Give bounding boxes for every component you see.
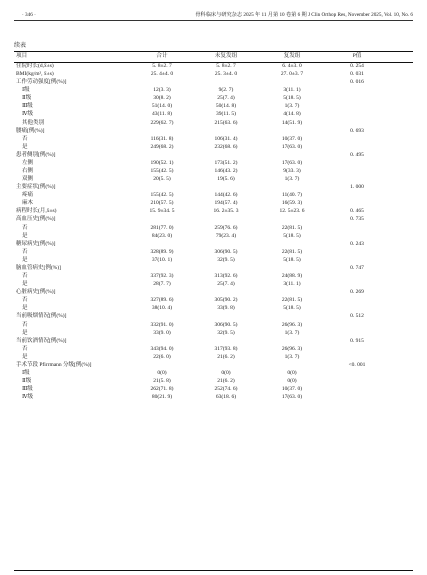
cell-recurrence: 12. 5±23. 6	[279, 208, 305, 215]
cell-nonrecurrence: 0(0)	[221, 369, 231, 376]
cell-p-value: 0. 915	[350, 337, 364, 344]
row-label: 心脏病史[例(%)]	[16, 289, 56, 296]
table-row	[14, 248, 413, 256]
cell-total: 25. 4±4. 0	[150, 71, 174, 78]
cell-recurrence: 17(63. 0)	[281, 159, 303, 166]
cell-nonrecurrence: 146(43. 2)	[214, 168, 238, 175]
row-label: 糖尿病史[例(%)]	[16, 240, 56, 247]
cell-total: 28(7. 7)	[153, 281, 171, 288]
table-row	[14, 86, 413, 94]
row-label: 高血压史[例(%)]	[16, 216, 56, 223]
cell-total: 281(77. 0)	[150, 224, 174, 231]
cell-recurrence: 16(59. 3)	[281, 200, 303, 207]
cell-total: 190(52. 1)	[150, 159, 174, 166]
table-row	[14, 312, 413, 320]
cell-nonrecurrence: 313(92. 6)	[214, 273, 238, 280]
cell-total: 210(57. 5)	[150, 200, 174, 207]
cell-p-value: 0. 735	[350, 216, 364, 223]
row-label: 住院时长(d,x̄±s)	[16, 63, 54, 69]
cell-total: 328(89. 9)	[150, 248, 174, 255]
cell-nonrecurrence: 33(9. 8)	[217, 305, 235, 312]
table-row	[14, 369, 413, 377]
row-label: Ⅱ级	[22, 95, 32, 102]
table-row	[14, 264, 413, 272]
cell-p-value: 0. 243	[350, 240, 364, 247]
cell-nonrecurrence: 259(76. 6)	[214, 224, 238, 231]
table-row	[14, 304, 413, 312]
cell-nonrecurrence: 306(90. 5)	[214, 321, 238, 328]
row-label: 病程时长(月,x̄±s)	[16, 208, 57, 215]
cell-recurrence: 5(18. 5)	[283, 305, 301, 312]
cell-total: 155(42. 5)	[150, 168, 174, 175]
cell-recurrence: 1(3. 7)	[284, 176, 300, 183]
cell-nonrecurrence: 50(14. 8)	[215, 103, 237, 110]
row-label: Ⅰ级	[22, 87, 30, 94]
row-label: 腰痛[例(%)]	[16, 127, 45, 134]
cell-nonrecurrence: 25(7. 4)	[217, 95, 235, 102]
cell-nonrecurrence: 215(63. 6)	[214, 119, 238, 126]
cell-nonrecurrence: 25(7. 4)	[217, 281, 235, 288]
cell-recurrence: 1(3. 7)	[284, 103, 300, 110]
cell-nonrecurrence: 25. 3±4. 0	[214, 71, 238, 78]
cell-total: 0(0)	[157, 369, 167, 376]
column-header-nonrecurrence: 未复发组	[214, 53, 238, 59]
table-row	[14, 224, 413, 232]
cell-total: 20(5. 5)	[153, 176, 171, 183]
journal-running-head: 骨科临床与研究杂志 2025 年 11 月第 10 卷第 6 期 J Clin Orthop Res, November 2025, Vol. 10, No. 6	[195, 12, 413, 18]
cell-nonrecurrence: 305(90. 2)	[214, 297, 238, 304]
cell-total: 327(89. 6)	[150, 297, 174, 304]
row-label: 是	[22, 329, 28, 336]
cell-nonrecurrence: 232(68. 6)	[214, 143, 238, 150]
row-label: 否	[22, 248, 28, 255]
cell-nonrecurrence: 306(90. 5)	[214, 248, 238, 255]
table-row	[14, 110, 413, 118]
cell-total: 37(10. 1)	[151, 256, 173, 263]
cell-p-value: 0. 465	[350, 208, 364, 215]
table-row	[14, 377, 413, 385]
cell-recurrence: 27. 0±3. 7	[280, 71, 304, 78]
cell-recurrence: 10(37. 0)	[281, 135, 303, 142]
cell-recurrence: 5(18. 5)	[283, 256, 301, 263]
table-row	[14, 345, 413, 353]
cell-p-value: 1. 000	[350, 184, 364, 191]
table-row	[14, 119, 413, 127]
cell-nonrecurrence: 9(2. 7)	[218, 87, 234, 94]
column-header-total: 合计	[156, 53, 168, 59]
cell-recurrence: 1(3. 7)	[284, 329, 300, 336]
cell-recurrence: 17(63. 0)	[281, 143, 303, 150]
table-row	[14, 288, 413, 296]
row-label: 是	[22, 281, 28, 288]
cell-nonrecurrence: 32(9. 5)	[217, 256, 235, 263]
row-label: 左侧	[22, 159, 34, 166]
cell-total: 15. 9±34. 5	[149, 208, 175, 215]
cell-nonrecurrence: 19(5. 6)	[217, 176, 235, 183]
cell-total: 33(9. 0)	[153, 329, 171, 336]
cell-nonrecurrence: 317(93. 8)	[214, 345, 238, 352]
row-label: 否	[22, 345, 28, 352]
cell-total: 262(71. 8)	[150, 386, 174, 393]
cell-recurrence: 22(81. 5)	[281, 224, 303, 231]
cell-nonrecurrence: 194(57. 4)	[214, 200, 238, 207]
table-row	[14, 337, 413, 345]
cell-total: 30(8. 2)	[153, 95, 171, 102]
table-row	[14, 70, 413, 78]
cell-total: 116(31. 8)	[150, 135, 174, 142]
table-row	[14, 167, 413, 175]
cell-p-value: 0. 512	[350, 313, 364, 320]
table-row	[14, 361, 413, 369]
table-row	[14, 280, 413, 288]
cell-nonrecurrence: 21(6. 2)	[217, 353, 235, 360]
cell-p-value: 0. 016	[350, 79, 364, 86]
cell-p-value: 0. 269	[350, 289, 364, 296]
row-label: 当前饮酒情况[例(%)]	[16, 337, 67, 344]
row-label: 手术节段 Pfirrmann 分级[例(%)]	[16, 361, 92, 368]
row-label: 脑血管病史[例(%)]	[16, 264, 61, 271]
row-label: 是	[22, 353, 28, 360]
row-label: 患者侧别[例(%)]	[16, 151, 56, 158]
row-label: 是	[22, 305, 28, 312]
row-label: 疼痛	[22, 192, 34, 199]
cell-total: 343(94. 0)	[150, 345, 174, 352]
page-header	[14, 10, 413, 20]
cell-nonrecurrence: 106(31. 4)	[214, 135, 238, 142]
table-row	[14, 353, 413, 361]
cell-nonrecurrence: 5. 8±2. 7	[216, 63, 236, 69]
cell-nonrecurrence: 21(6. 2)	[217, 378, 235, 385]
row-label: 双侧	[22, 176, 34, 183]
table-row	[14, 256, 413, 264]
row-label: 否	[22, 273, 28, 280]
column-header-recurrence: 复发组	[283, 53, 301, 59]
cell-total: 38(10. 4)	[151, 305, 173, 312]
cell-recurrence: 5(18. 5)	[283, 95, 301, 102]
table-row	[14, 215, 413, 223]
column-header-item: 项目	[16, 53, 28, 59]
row-label: 否	[22, 297, 28, 304]
row-label: 工作劳动强度[例(%)]	[16, 79, 67, 86]
table-row	[14, 232, 413, 240]
cell-total: 80(21. 9)	[151, 394, 173, 401]
cell-recurrence: 5(18. 5)	[283, 232, 301, 239]
page-number: · 346 ·	[22, 12, 36, 18]
row-label: Ⅱ级	[22, 378, 32, 385]
table-header-row	[14, 52, 413, 61]
table-row	[14, 143, 413, 151]
table-row	[14, 329, 413, 337]
cell-nonrecurrence: 79(23. 4)	[215, 232, 237, 239]
cell-total: 5. 8±2. 7	[152, 63, 172, 69]
table-row	[14, 78, 413, 86]
table-row	[14, 321, 413, 329]
cell-total: 249(68. 2)	[150, 143, 174, 150]
table-row	[14, 135, 413, 143]
table-row	[14, 62, 413, 70]
table-row	[14, 393, 413, 401]
cell-recurrence: 11(40. 7)	[282, 192, 302, 199]
cell-total: 84(23. 0)	[151, 232, 173, 239]
table-body	[14, 62, 413, 401]
row-label: 主要症状[例(%)]	[16, 184, 56, 191]
row-label: Ⅰ级	[22, 369, 30, 376]
column-header-p-value: P值	[352, 53, 362, 59]
table-row	[14, 385, 413, 393]
cell-p-value: <0. 001	[348, 361, 366, 368]
cell-recurrence: 6. 4±3. 0	[282, 63, 302, 69]
cell-total: 51(14. 0)	[151, 103, 173, 110]
row-label: 右侧	[22, 168, 34, 175]
cell-recurrence: 22(81. 5)	[281, 248, 303, 255]
row-label: BMI(kg/m², x̄±s)	[16, 71, 54, 78]
cell-nonrecurrence: 32(9. 5)	[217, 329, 235, 336]
cell-p-value: 0. 254	[350, 63, 364, 69]
cell-total: 43(11. 8)	[152, 111, 172, 118]
row-label: 是	[22, 256, 28, 263]
cell-p-value: 0. 031	[350, 71, 364, 78]
row-label: 其他类别	[22, 119, 45, 126]
cell-total: 332(91. 0)	[150, 321, 174, 328]
cell-total: 21(5. 8)	[153, 378, 171, 385]
cell-total: 229(62. 7)	[150, 119, 174, 126]
table-row	[14, 175, 413, 183]
header-rule	[14, 20, 413, 21]
cell-total: 22(6. 0)	[153, 353, 171, 360]
row-label: 是	[22, 143, 28, 150]
cell-total: 337(92. 3)	[150, 273, 174, 280]
cell-recurrence: 24(88. 9)	[281, 273, 303, 280]
table-row	[14, 183, 413, 191]
table-row	[14, 94, 413, 102]
cell-recurrence: 0(0)	[287, 369, 297, 376]
row-label: 否	[22, 321, 28, 328]
cell-recurrence: 9(33. 3)	[283, 168, 301, 175]
cell-recurrence: 4(14. 8)	[283, 111, 301, 118]
row-label: Ⅳ级	[22, 111, 33, 118]
table-continued-label: 续表	[14, 43, 27, 49]
table-bottom-rule	[14, 570, 413, 571]
table-row	[14, 296, 413, 304]
cell-p-value: 0. 495	[350, 151, 364, 158]
row-label: 麻木	[22, 200, 34, 207]
cell-recurrence: 26(96. 3)	[281, 345, 303, 352]
cell-recurrence: 14(51. 9)	[281, 119, 303, 126]
cell-recurrence: 3(11. 1)	[283, 87, 301, 94]
table-row	[14, 151, 413, 159]
cell-total: 155(42. 5)	[150, 192, 174, 199]
table-row	[14, 127, 413, 135]
cell-p-value: 0. 693	[350, 127, 364, 134]
table-row	[14, 199, 413, 207]
row-label: 是	[22, 232, 28, 239]
cell-nonrecurrence: 173(51. 2)	[214, 159, 238, 166]
row-label: Ⅳ级	[22, 394, 33, 401]
cell-nonrecurrence: 144(42. 6)	[214, 192, 238, 199]
table-row	[14, 191, 413, 199]
cell-p-value: 0. 747	[350, 264, 364, 271]
table-row	[14, 272, 413, 280]
row-label: 否	[22, 224, 28, 231]
cell-nonrecurrence: 252(74. 6)	[214, 386, 238, 393]
row-label: 当前吸烟情况[例(%)]	[16, 313, 67, 320]
cell-nonrecurrence: 39(11. 5)	[216, 111, 236, 118]
cell-nonrecurrence: 63(18. 6)	[215, 394, 237, 401]
cell-recurrence: 10(37. 0)	[281, 386, 303, 393]
table-row	[14, 102, 413, 110]
cell-recurrence: 3(11. 1)	[283, 281, 301, 288]
row-label: 否	[22, 135, 28, 142]
table-row	[14, 240, 413, 248]
row-label: Ⅲ级	[22, 103, 33, 110]
cell-total: 12(3. 3)	[153, 87, 171, 94]
cell-recurrence: 26(96. 3)	[281, 321, 303, 328]
cell-recurrence: 17(63. 0)	[281, 394, 303, 401]
cell-recurrence: 1(3. 7)	[284, 353, 300, 360]
cell-recurrence: 22(81. 5)	[281, 297, 303, 304]
cell-recurrence: 0(0)	[287, 378, 297, 385]
table-row	[14, 159, 413, 167]
cell-nonrecurrence: 16. 2±35. 3	[213, 208, 239, 215]
row-label: Ⅲ级	[22, 386, 33, 393]
table-row	[14, 207, 413, 215]
